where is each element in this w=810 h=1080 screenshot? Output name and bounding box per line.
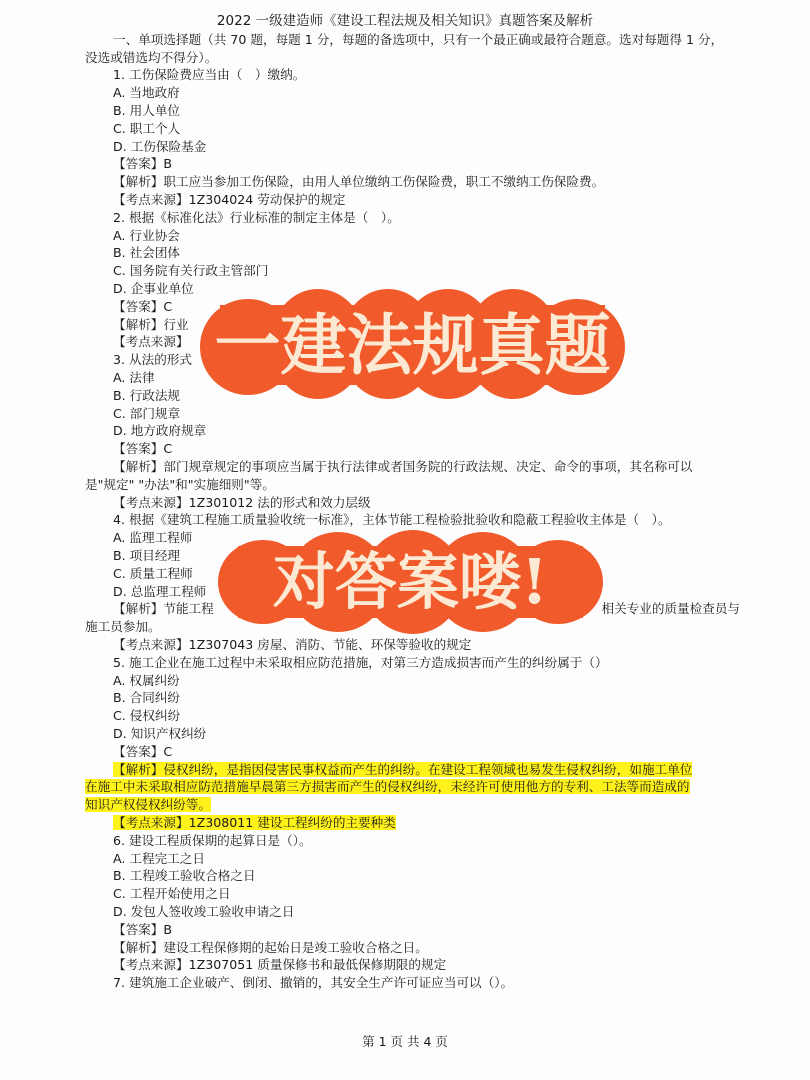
line-text: 【考点来源】1Z304024 劳动保护的规定 [113, 192, 346, 207]
line-text: D. 工伤保险基金 [113, 138, 207, 154]
document-line [113, 939, 428, 956]
line-text: 知识产权侵权纠纷等。 [85, 797, 211, 813]
line-text: 【解析】节能工程 [113, 601, 214, 617]
document-line [113, 636, 471, 653]
document-line [85, 476, 275, 493]
line-text: B. 工程竣工验收合格之日 [113, 868, 256, 884]
line-text: 3. 从法的形式 [113, 352, 192, 368]
document-line [113, 120, 180, 137]
line-text-right: 相关专业的质量检查员与 [601, 601, 740, 617]
document-line [113, 725, 206, 742]
document-line [113, 405, 180, 422]
document-line [113, 351, 192, 368]
document-line [113, 440, 172, 457]
document-line [113, 262, 268, 279]
line-text: 【解析】部门规章规定的事项应当属于执行法律或者国务院的行政法规、决定、命令的事项，其名称可以 [113, 459, 693, 474]
line-text: C. 质量工程师 [113, 565, 193, 581]
document-line [113, 850, 205, 867]
section-intro: 一、单项选择题（共 70 题，每题 1 分，每题的备选项中，只有一个最正确或最符合题意。选对每题得 1 分， [113, 31, 724, 47]
line-text: 【考点来源】1Z301012 法的形式和效力层级 [113, 494, 371, 510]
line-text: 【答案】C [113, 441, 173, 457]
document-line [113, 244, 180, 261]
line-text: A. 监理工程师 [113, 530, 193, 546]
page-number: 第 1 页 共 4 页 [362, 1034, 448, 1049]
document-line [113, 66, 305, 83]
document-line [113, 956, 446, 973]
document-line [113, 974, 513, 991]
line-text: 【解析】行业 [113, 316, 189, 332]
document-line [113, 583, 206, 600]
line-text: D. 地方政府规章 [113, 423, 207, 439]
line-text: C. 工程开始使用之日 [113, 886, 231, 902]
line-text: B. 社会团体 [113, 245, 181, 261]
document-line [113, 280, 194, 297]
line-text: 【考点来源】1Z307043 房屋、消防、节能、环保等验收的规定 [113, 637, 472, 652]
document-line [113, 298, 172, 315]
document-line [113, 903, 294, 920]
document-line [113, 761, 692, 778]
line-text: D. 企事业单位 [113, 281, 194, 296]
line-text: 施工员参加。 [85, 619, 161, 635]
line-text: 2. 根据《标准化法》行业标准的制定主体是（ ）。 [113, 209, 400, 225]
document-line [113, 707, 180, 724]
document-line [85, 618, 161, 635]
line-text: 【答案】C [113, 298, 173, 314]
line-text: 7. 建筑施工企业破产、倒闭、撤销的，其安全生产许可证应当可以（）。 [113, 975, 514, 991]
line-text: C. 国务院有关行政主管部门 [113, 263, 269, 279]
document-line [113, 832, 312, 849]
document-line [113, 814, 396, 831]
line-text: 【答案】B [113, 156, 173, 172]
line-text: B. 用人单位 [113, 103, 181, 118]
line-text: 【考点来源】1Z308011 建设工程纠纷的主要种类 [113, 815, 396, 830]
line-text: 【考点来源】 [113, 334, 189, 350]
line-text: A. 行业协会 [113, 227, 180, 243]
line-text: D. 发包人签收竣工验收申请之日 [113, 904, 295, 919]
document-line [113, 511, 671, 528]
document-line [113, 867, 256, 884]
line-text: 【答案】B [113, 921, 173, 937]
line-text: A. 权属纠纷 [113, 672, 180, 688]
line-text: 【考点来源】1Z307051 质量保修书和最低保修期限的规定 [113, 957, 447, 973]
line-text: D. 总监理工程师 [113, 583, 207, 599]
document-line [113, 102, 180, 119]
document-line [113, 547, 180, 564]
document-line [113, 369, 155, 386]
line-text: 【解析】侵权纠纷，是指因侵害民事权益而产生的纠纷。在建设工程领域也易发生侵权纠纷，如施工单位 [113, 761, 693, 777]
document-line [113, 173, 604, 190]
document-line [113, 565, 193, 582]
line-text: B. 行政法规 [113, 387, 181, 403]
banner-answer-text: 对答案喽! [272, 545, 549, 618]
title-banner [200, 285, 625, 405]
line-text: 5. 施工企业在施工过程中未采取相应防范措施，对第三方造成损害而产生的纠纷属于（） [113, 654, 608, 670]
document-line [85, 796, 211, 813]
document-line [113, 191, 345, 208]
line-text: B. 项目经理 [113, 548, 181, 563]
document-line [113, 672, 180, 689]
line-text: 【答案】C [113, 743, 173, 759]
line-text: D. 知识产权纠纷 [113, 726, 207, 741]
document-line [113, 422, 206, 439]
document-line [113, 387, 180, 404]
line-text: 【解析】建设工程保修期的起始日是竣工验收合格之日。 [113, 939, 428, 955]
line-text: 4. 根据《建筑工程施工质量验收统一标准》，主体节能工程检验批验收和隐蔽工程验收主体是（ ）。 [113, 512, 671, 528]
document-line [113, 600, 214, 617]
document-line [113, 227, 180, 244]
document-line [113, 494, 371, 511]
line-text: B. 合同纠纷 [113, 690, 181, 706]
line-text: 在施工中未采取相应防范措施早晨第三方损害而产生的侵权纠纷，未经许可使用他方的专利、工法等而造成的 [85, 779, 690, 795]
document-line [113, 654, 608, 671]
document-title: 2022 一级建造师《建设工程法规及相关知识》真题答案及解析 [216, 13, 594, 29]
document-line [113, 316, 189, 333]
banner-title-text: 一建法规真题 [214, 306, 611, 384]
line-text: A. 法律 [113, 370, 155, 385]
answer-banner [218, 530, 603, 634]
document-line [113, 743, 172, 760]
document-line [113, 921, 172, 938]
document-line [113, 458, 692, 475]
line-text: 1. 工伤保险费应当由（ ）缴纳。 [113, 67, 306, 83]
document-line [113, 84, 180, 101]
document-line [113, 209, 400, 226]
document-line [113, 885, 231, 902]
line-text: A. 工程完工之日 [113, 850, 205, 866]
line-text: C. 侵权纠纷 [113, 708, 181, 724]
line-text: 6. 建设工程质保期的起算日是（）。 [113, 832, 312, 848]
document-line [113, 138, 206, 155]
line-text: A. 当地政府 [113, 85, 180, 101]
line-text: 是"规定" "办法"和"实施细则"等。 [85, 476, 275, 492]
line-text: C. 部门规章 [113, 405, 181, 421]
section-intro-cont: 没选或错选均不得分）。 [85, 49, 218, 65]
document-line [113, 155, 172, 172]
document-line [113, 689, 180, 706]
document-line [113, 529, 192, 546]
line-text: C. 职工个人 [113, 120, 181, 136]
document-line [113, 333, 189, 350]
document-line [85, 778, 690, 795]
line-text: 【解析】职工应当参加工伤保险，由用人单位缴纳工伤保险费，职工不缴纳工伤保险费。 [113, 174, 605, 190]
